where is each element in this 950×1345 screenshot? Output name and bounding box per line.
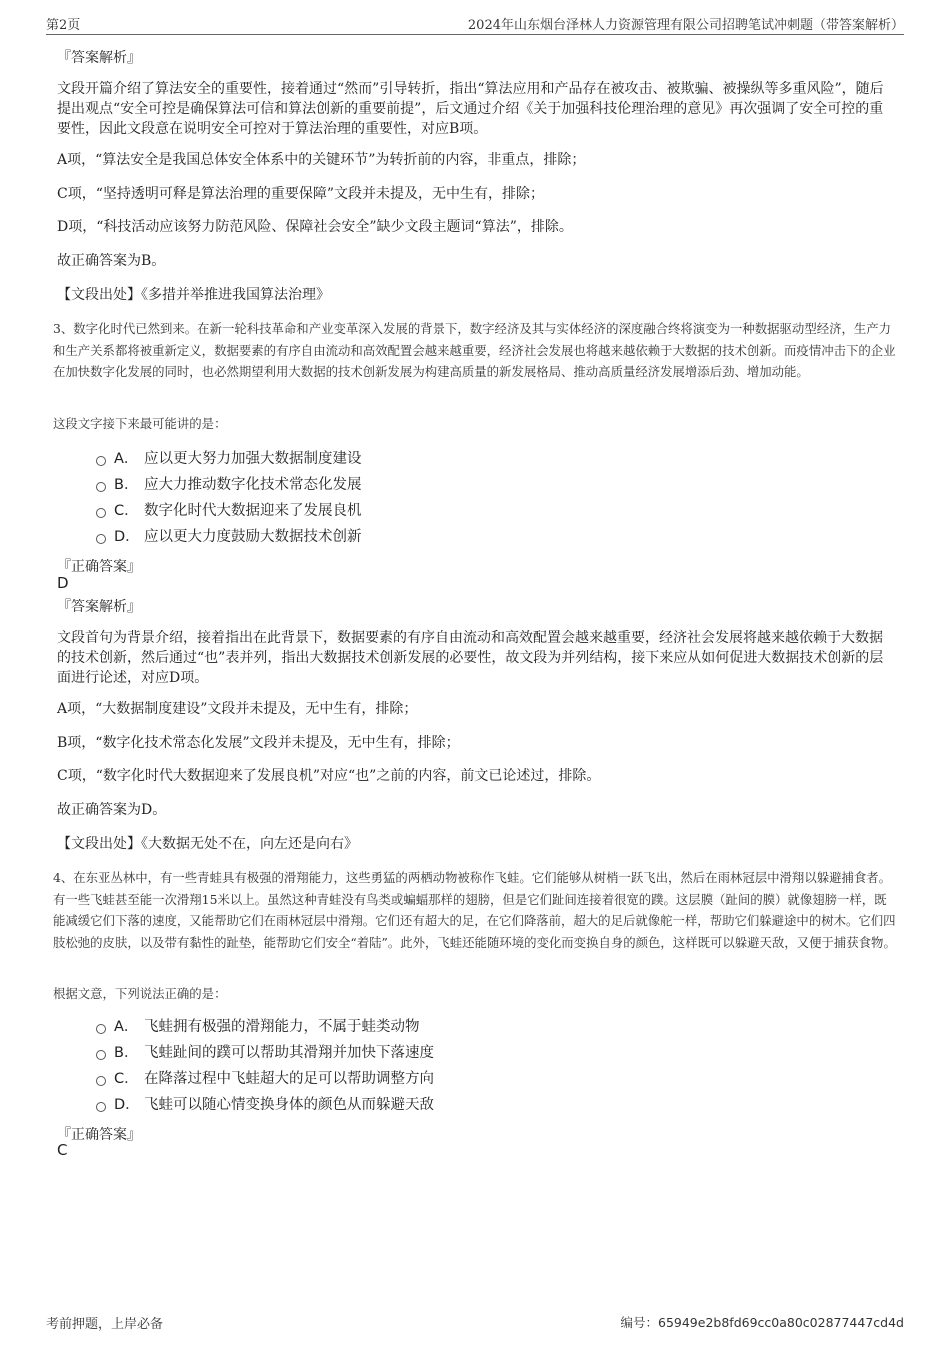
page-number: 第2页 [46,18,81,33]
q3-option-b[interactable]: B． 应大力推动数字化技术常态化发展 [96,474,362,496]
radio-icon[interactable] [96,508,106,518]
page-header [46,14,904,35]
q4-option-a[interactable]: A． 飞蛙拥有极强的滑翔能力，不属于蛙类动物 [96,1016,420,1038]
radio-icon[interactable] [96,1102,106,1112]
radio-icon[interactable] [96,1024,106,1034]
q3-passage: 3、数字化时代已然到来。在新一轮科技革命和产业变革深入发展的背景下，数字经济及其与实体经济的深度融合终将演变为一种数据驱动型经济，生产力和生产关系都将被重新定义，数据要素的有序自由流动和高效配置会越来越重要，经济社会发展也将越来越依赖于大数据的技术创新。而疫情冲击下的企业在加快数字化发展的同时，也必然期望利用大数据的技术创新发展为构建高质量的新发展格局、推动高质量经济发展增添后劲、增加动能。 [53,321,896,379]
q4-answer: C [57,1141,68,1159]
q4-option-d[interactable]: D． 飞蛙可以随心情变换身体的颜色从而躲避天敌 [96,1094,434,1116]
q3-option-b-analysis: B项，“数字化技术常态化发展”文段并未提及，无中生有，排除； [57,735,460,751]
radio-icon[interactable] [96,482,106,492]
q3-source: 【文段出处】《大数据无处不在，向左还是向右》 [57,836,358,852]
q4-answer-label: 『正确答案』 [57,1127,141,1143]
q3-answer: D [57,574,69,592]
page-footer [46,1313,904,1331]
q4-option-c[interactable]: C． 在降落过程中飞蛙超大的足可以帮助调整方向 [96,1068,434,1090]
q3-analysis-label: 『答案解析』 [57,599,141,615]
q2-source: 【文段出处】《多措并举推进我国算法治理》 [57,287,330,303]
document-code: 编号：65949e2b8fd69cc0a80c02877447cd4d [620,1315,904,1330]
radio-icon[interactable] [96,456,106,466]
footer-slogan: 考前押题，上岸必备 [46,1317,164,1332]
q2-option-d-analysis: D项，“科技活动应该努力防范风险、保障社会安全”缺少文段主题词“算法”，排除。 [57,219,573,235]
q3-answer-label: 『正确答案』 [57,559,141,575]
q3-conclusion: 故正确答案为D。 [57,802,167,818]
q2-conclusion: 故正确答案为B。 [57,253,166,269]
document-title: 2024年山东烟台泽林人力资源管理有限公司招聘笔试冲刺题（带答案解析） [467,18,904,33]
radio-icon[interactable] [96,1050,106,1060]
q2-analysis: 文段开篇介绍了算法安全的重要性，接着通过“然而”引导转折，指出“算法应用和产品存在被攻击、被欺骗、被操纵等多重风险”，随后提出观点“安全可控是确保算法可信和算法创新的重要前提”，后文通过介绍《关于加强科技伦理治理的意见》再次强调了安全可控的重要性，因此文段意在说明安全可控对于算法治理的重要性，对应B项。 [57,81,884,137]
q4-option-b[interactable]: B． 飞蛙趾间的蹼可以帮助其滑翔并加快下落速度 [96,1042,434,1064]
q4-passage: 4、在东亚丛林中，有一些青蛙具有极强的滑翔能力，这些勇猛的两栖动物被称作飞蛙。它们能够从树梢一跃飞出，然后在雨林冠层中滑翔以躲避捕食者。有一些飞蛙甚至能一次滑翔15米以上。虽然这种青蛙没有鸟类或蝙蝠那样的翅膀，但是它们趾间连接着很宽的蹼。这层膜（趾间的膜）就像翅膀一样，既能减缓它们下落的速度，又能帮助它们在雨林冠层中滑翔。它们还有超大的足，在它们降落前，超大的足后就像舵一样，帮助它们躲避途中的树木。它们四肢松弛的皮肤，以及带有黏性的趾垫，能帮助它们安全“着陆”。此外，飞蛙还能随环境的变化而变换自身的颜色，这样既可以躲避天敌，又便于捕获食物。 [53,870,896,950]
q3-analysis: 文段首句为背景介绍，接着指出在此背景下，数据要素的有序自由流动和高效配置会越来越重要，经济社会发展将越来越依赖于大数据的技术创新，然后通过“也”表并列，指出大数据技术创新发展的必要性，故文段为并列结构，接下来应从如何促进大数据技术创新的层面进行论述，对应D项。 [57,630,884,686]
q2-option-c-analysis: C项，“坚持透明可释是算法治理的重要保障”文段并未提及，无中生有，排除； [57,186,545,202]
q3-option-d[interactable]: D． 应以更大力度鼓励大数据技术创新 [96,526,362,548]
q3-option-a-analysis: A项，“大数据制度建设”文段并未提及，无中生有，排除； [57,701,418,717]
radio-icon[interactable] [96,534,106,544]
q4-stem: 根据文意，下列说法正确的是： [53,986,227,1001]
radio-icon[interactable] [96,1076,106,1086]
q3-option-c[interactable]: C． 数字化时代大数据迎来了发展良机 [96,500,362,522]
q2-option-a-analysis: A项，“算法安全是我国总体安全体系中的关键环节”为转折前的内容，非重点，排除； [57,152,586,168]
q3-option-c-analysis: C项，“数字化时代大数据迎来了发展良机”对应“也”之前的内容，前文已论述过，排除。 [57,768,601,784]
q2-analysis-label: 『答案解析』 [57,50,141,66]
q3-stem: 这段文字接下来最可能讲的是： [53,416,227,431]
q3-option-a[interactable]: A． 应以更大努力加强大数据制度建设 [96,448,362,470]
